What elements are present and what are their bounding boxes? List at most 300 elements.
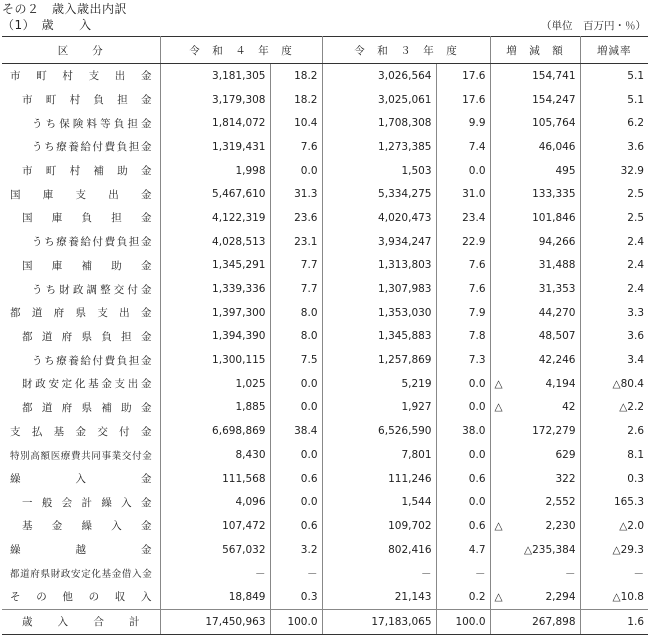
cell-diff	[490, 135, 580, 159]
col-rate: 増減率	[580, 37, 648, 64]
rate-wrap	[585, 401, 645, 413]
negative-mark: △	[619, 401, 628, 414]
table-row	[2, 585, 648, 609]
rate-wrap	[585, 141, 645, 153]
diff-wrap	[495, 236, 576, 248]
cell-r3: 1,345,883	[322, 325, 436, 349]
cell-rate	[580, 561, 648, 585]
table-row	[2, 325, 648, 349]
cell-r3: 1,353,030	[322, 301, 436, 325]
row-label: 基金繰入金	[22, 520, 152, 533]
negative-mark: △	[494, 519, 503, 532]
diff-value: 94,266	[538, 235, 576, 248]
cell-rate	[580, 538, 648, 562]
diff-value: 629	[555, 448, 576, 461]
cell-r4p: 38.4	[270, 419, 322, 443]
sub-title: （1） 歳 入	[2, 18, 92, 32]
cell-r3: 802,416	[322, 538, 436, 562]
cell-r4p: 23.6	[270, 206, 322, 230]
cell-r3p: 22.9	[436, 230, 490, 254]
rate-value: 32.9	[620, 164, 644, 177]
row-label-cell	[2, 372, 160, 396]
cell-r4: 1,025	[160, 372, 270, 396]
row-label: その他の収入	[10, 591, 152, 604]
row-label-cell	[2, 88, 160, 112]
cell-diff	[490, 585, 580, 609]
cell-r4: 1,319,431	[160, 135, 270, 159]
table-body	[2, 64, 648, 635]
cell-rate	[580, 443, 648, 467]
cell-diff	[490, 419, 580, 443]
row-label-cell	[2, 64, 160, 88]
cell-r4p: －	[270, 561, 322, 585]
rate-wrap	[585, 212, 645, 224]
row-label-cell	[2, 585, 160, 609]
row-label-cell	[2, 135, 160, 159]
cell-r3: 1,257,869	[322, 348, 436, 372]
row-label: 国庫負担金	[22, 212, 152, 225]
table-row	[2, 396, 648, 420]
cell-rate	[580, 419, 648, 443]
cell-r4p: 7.5	[270, 348, 322, 372]
rate-value: 3.6	[627, 140, 644, 153]
cell-r4: 111,568	[160, 467, 270, 491]
rate-wrap	[585, 520, 645, 532]
diff-value: 495	[555, 164, 576, 177]
cell-rate	[580, 277, 648, 301]
row-label-cell	[2, 159, 160, 183]
cell-r4: 1,885	[160, 396, 270, 420]
rate-wrap	[585, 165, 645, 177]
cell-diff	[490, 490, 580, 514]
col-category: 区 分	[2, 37, 160, 64]
cell-rate	[580, 64, 648, 88]
rate-value: 2.2	[627, 401, 644, 414]
diff-wrap	[495, 544, 576, 556]
rate-value: 3.3	[627, 306, 644, 319]
row-label: 繰入金	[10, 473, 152, 486]
diff-value: 105,764	[532, 117, 576, 130]
col-r4: 令 和 ４ 年 度	[160, 37, 322, 64]
col-diff: 増 減 額	[490, 37, 580, 64]
rate-wrap	[585, 259, 645, 271]
diff-wrap	[495, 283, 576, 295]
cell-r4: 3,179,308	[160, 88, 270, 112]
negative-mark: △	[494, 590, 503, 603]
cell-r4: 5,467,610	[160, 182, 270, 206]
cell-r4: 4,096	[160, 490, 270, 514]
row-label-cell	[2, 182, 160, 206]
row-label: 一般会計繰入金	[22, 496, 152, 509]
diff-wrap	[495, 165, 576, 177]
row-label: 財政安定化基金支出金	[22, 378, 152, 391]
cell-diff	[490, 372, 580, 396]
row-label-cell	[2, 443, 160, 467]
row-label-cell	[2, 348, 160, 372]
cell-r4p: 0.0	[270, 443, 322, 467]
table-header-row	[2, 37, 648, 64]
row-label: 都道府県負担金	[22, 330, 152, 343]
cell-r3p: 7.8	[436, 325, 490, 349]
row-label: 国庫支出金	[10, 188, 152, 201]
rate-value: 2.5	[627, 188, 644, 201]
row-label-cell	[2, 419, 160, 443]
rate-value: 0.3	[627, 472, 644, 485]
diff-wrap	[495, 330, 576, 342]
cell-diff	[490, 206, 580, 230]
diff-wrap	[495, 473, 576, 485]
cell-rate	[580, 585, 648, 609]
diff-value: 101,846	[532, 211, 576, 224]
cell-diff	[490, 325, 580, 349]
cell-rate	[580, 467, 648, 491]
cell-r3p: 23.4	[436, 206, 490, 230]
cell-rate	[580, 372, 648, 396]
row-label-cell	[2, 301, 160, 325]
cell-rate	[580, 182, 648, 206]
table-row	[2, 538, 648, 562]
rate-value: 2.6	[627, 425, 644, 438]
cell-r3p: 17.6	[436, 88, 490, 112]
rate-wrap	[585, 94, 645, 106]
negative-mark: △	[612, 377, 621, 390]
row-label: うち療養給付費負担金	[32, 354, 152, 367]
cell-r4: 6,698,869	[160, 419, 270, 443]
table-row	[2, 135, 648, 159]
negative-mark: △	[494, 401, 503, 414]
rate-wrap	[585, 117, 645, 129]
cell-r3: 7,801	[322, 443, 436, 467]
table-row	[2, 254, 648, 278]
diff-wrap	[495, 94, 576, 106]
diff-value: 44,270	[538, 306, 576, 319]
cell-r3p: 17.6	[436, 64, 490, 88]
cell-rate	[580, 301, 648, 325]
rate-value: 80.4	[620, 377, 644, 390]
total-label-cell	[2, 609, 160, 634]
row-label: 国庫補助金	[22, 259, 152, 272]
cell-r4p: 0.0	[270, 372, 322, 396]
cell-r3p: 38.0	[436, 419, 490, 443]
cell-diff	[490, 159, 580, 183]
cell-r3: 1,313,803	[322, 254, 436, 278]
diff-wrap	[495, 354, 576, 366]
diff-wrap	[495, 259, 576, 271]
diff-wrap	[495, 591, 576, 603]
row-label: 繰越金	[10, 544, 152, 557]
row-label-cell	[2, 490, 160, 514]
total-row	[2, 609, 648, 634]
negative-mark: △	[612, 543, 621, 556]
row-label-cell	[2, 111, 160, 135]
cell-r3: －	[322, 561, 436, 585]
cell-r3p: 0.6	[436, 514, 490, 538]
total-diff: 267,898	[490, 609, 580, 634]
cell-rate	[580, 88, 648, 112]
row-label-cell	[2, 467, 160, 491]
row-label: うち財政調整交付金	[32, 283, 152, 296]
unit-label: （単位 百万円・％）	[541, 20, 646, 32]
rate-value: 5.1	[627, 93, 644, 106]
diff-value: 42	[562, 401, 576, 414]
diff-wrap	[495, 425, 576, 437]
row-label: 特別高額医療費共同事業交付金	[10, 450, 152, 462]
row-label: うち保険料等負担金	[32, 117, 152, 130]
row-label-cell	[2, 538, 160, 562]
table-row	[2, 277, 648, 301]
cell-rate	[580, 325, 648, 349]
diff-value: 235,384	[532, 543, 576, 556]
rate-value: 2.0	[627, 519, 644, 532]
cell-r3p: 31.0	[436, 182, 490, 206]
rate-wrap	[585, 354, 645, 366]
negative-mark: △	[612, 590, 621, 603]
table-row	[2, 88, 648, 112]
rate-wrap	[585, 378, 645, 390]
total-r4: 17,450,963	[160, 609, 270, 634]
rate-wrap	[585, 283, 645, 295]
cell-r4p: 23.1	[270, 230, 322, 254]
cell-diff	[490, 182, 580, 206]
cell-r3p: 0.0	[436, 372, 490, 396]
cell-r3p: 0.0	[436, 159, 490, 183]
row-label-cell	[2, 206, 160, 230]
rate-wrap	[585, 544, 645, 556]
cell-r4p: 0.6	[270, 514, 322, 538]
table-row	[2, 64, 648, 88]
diff-value: 322	[555, 472, 576, 485]
section-title: その２ 歳入歳出内訳	[2, 2, 128, 16]
cell-r4: 4,028,513	[160, 230, 270, 254]
cell-r4p: 0.0	[270, 159, 322, 183]
cell-r4: 1,345,291	[160, 254, 270, 278]
rate-wrap	[585, 425, 645, 437]
table-row	[2, 514, 648, 538]
diff-wrap	[495, 378, 576, 390]
total-label: 歳入合計	[22, 616, 140, 629]
rate-value: 2.5	[627, 211, 644, 224]
table-row	[2, 182, 648, 206]
table-row	[2, 230, 648, 254]
diff-wrap	[495, 212, 576, 224]
table-row	[2, 111, 648, 135]
table-row	[2, 206, 648, 230]
diff-wrap	[495, 307, 576, 319]
rate-wrap	[585, 307, 645, 319]
diff-wrap	[495, 401, 576, 413]
cell-diff	[490, 396, 580, 420]
rate-value: 2.4	[627, 259, 644, 272]
table-row	[2, 159, 648, 183]
cell-diff	[490, 230, 580, 254]
rate-value: 2.4	[627, 283, 644, 296]
diff-value: －	[565, 567, 576, 580]
rate-value: 3.6	[627, 330, 644, 343]
rate-value: －	[633, 567, 644, 580]
rate-wrap	[585, 591, 645, 603]
rate-wrap	[585, 496, 645, 508]
diff-value: 31,488	[538, 259, 576, 272]
cell-r3p: 0.0	[436, 443, 490, 467]
cell-r4p: 10.4	[270, 111, 322, 135]
cell-r4p: 8.0	[270, 301, 322, 325]
diff-value: 46,046	[538, 140, 576, 153]
rate-wrap	[585, 449, 645, 461]
cell-rate	[580, 159, 648, 183]
cell-diff	[490, 538, 580, 562]
negative-mark: △	[619, 519, 628, 532]
cell-diff	[490, 443, 580, 467]
diff-value: 2,552	[545, 496, 576, 509]
row-label-cell	[2, 396, 160, 420]
negative-mark: △	[494, 377, 503, 390]
rate-value: 3.4	[627, 354, 644, 367]
cell-r3: 109,702	[322, 514, 436, 538]
cell-rate	[580, 206, 648, 230]
row-label-cell	[2, 514, 160, 538]
cell-r4: 567,032	[160, 538, 270, 562]
rate-wrap	[585, 566, 645, 581]
cell-diff	[490, 301, 580, 325]
cell-r4p: 18.2	[270, 88, 322, 112]
cell-diff	[490, 111, 580, 135]
cell-r4: 1,339,336	[160, 277, 270, 301]
diff-value: 2,230	[545, 519, 576, 532]
cell-r3: 1,927	[322, 396, 436, 420]
cell-r3: 111,246	[322, 467, 436, 491]
cell-r3: 21,143	[322, 585, 436, 609]
cell-r3: 3,026,564	[322, 64, 436, 88]
cell-r3: 4,020,473	[322, 206, 436, 230]
cell-r4p: 0.0	[270, 396, 322, 420]
total-r3p: 100.0	[436, 609, 490, 634]
cell-r3p: －	[436, 561, 490, 585]
table-row	[2, 372, 648, 396]
cell-r4: 1,998	[160, 159, 270, 183]
row-label: 都道府県支出金	[10, 307, 152, 320]
row-label: 都道府県補助金	[22, 401, 152, 414]
diff-wrap	[495, 117, 576, 129]
rate-value: 8.1	[627, 448, 644, 461]
cell-r3p: 0.0	[436, 490, 490, 514]
cell-diff	[490, 88, 580, 112]
table-row	[2, 348, 648, 372]
cell-r3: 3,025,061	[322, 88, 436, 112]
cell-r4p: 3.2	[270, 538, 322, 562]
cell-rate	[580, 135, 648, 159]
diff-value: 154,247	[532, 93, 576, 106]
cell-r4p: 0.3	[270, 585, 322, 609]
cell-r3p: 7.9	[436, 301, 490, 325]
row-label-cell	[2, 277, 160, 301]
cell-r4: 107,472	[160, 514, 270, 538]
cell-diff	[490, 254, 580, 278]
cell-diff	[490, 348, 580, 372]
cell-r3p: 4.7	[436, 538, 490, 562]
cell-r4p: 31.3	[270, 182, 322, 206]
total-r3: 17,183,065	[322, 609, 436, 634]
cell-r3: 3,934,247	[322, 230, 436, 254]
cell-diff	[490, 277, 580, 301]
diff-value: 2,294	[545, 590, 576, 603]
cell-rate	[580, 396, 648, 420]
row-label: 支払基金交付金	[10, 425, 152, 438]
diff-wrap	[495, 520, 576, 532]
row-label: 市町村補助金	[22, 165, 152, 178]
cell-r3p: 0.0	[436, 396, 490, 420]
negative-mark: △	[524, 543, 533, 556]
cell-r4: 4,122,319	[160, 206, 270, 230]
row-label: 市町村負担金	[22, 94, 152, 107]
table-row	[2, 490, 648, 514]
cell-r3p: 0.6	[436, 467, 490, 491]
table-row	[2, 467, 648, 491]
diff-value: 42,246	[538, 354, 576, 367]
diff-value: 31,353	[538, 283, 576, 296]
cell-r3p: 0.2	[436, 585, 490, 609]
cell-r4p: 8.0	[270, 325, 322, 349]
cell-r3: 1,273,385	[322, 135, 436, 159]
row-label-cell	[2, 230, 160, 254]
table-row	[2, 561, 648, 585]
cell-rate	[580, 514, 648, 538]
cell-r3: 1,544	[322, 490, 436, 514]
cell-r3: 1,708,308	[322, 111, 436, 135]
rate-wrap	[585, 188, 645, 200]
cell-r3: 6,526,590	[322, 419, 436, 443]
cell-rate	[580, 254, 648, 278]
cell-r4p: 18.2	[270, 64, 322, 88]
cell-rate	[580, 490, 648, 514]
cell-diff	[490, 467, 580, 491]
row-label: うち療養給付費負担金	[32, 236, 152, 249]
diff-wrap	[495, 496, 576, 508]
rate-value: 2.4	[627, 235, 644, 248]
diff-wrap	[495, 449, 576, 461]
cell-rate	[580, 348, 648, 372]
cell-rate	[580, 230, 648, 254]
row-label: うち療養給付費負担金	[32, 141, 152, 154]
diff-wrap	[495, 70, 576, 82]
cell-diff	[490, 561, 580, 585]
table-row	[2, 301, 648, 325]
cell-r4: －	[160, 561, 270, 585]
rate-wrap	[585, 236, 645, 248]
cell-r4: 18,849	[160, 585, 270, 609]
cell-r3: 5,334,275	[322, 182, 436, 206]
cell-r3p: 7.6	[436, 277, 490, 301]
cell-r4p: 0.6	[270, 467, 322, 491]
cell-r4: 1,397,300	[160, 301, 270, 325]
cell-r4p: 0.0	[270, 490, 322, 514]
cell-r3p: 9.9	[436, 111, 490, 135]
cell-r4p: 7.7	[270, 254, 322, 278]
rate-value: 6.2	[627, 117, 644, 130]
cell-diff	[490, 64, 580, 88]
diff-wrap	[495, 141, 576, 153]
cell-r4: 1,814,072	[160, 111, 270, 135]
cell-r3: 1,307,983	[322, 277, 436, 301]
cell-rate	[580, 111, 648, 135]
total-r4p: 100.0	[270, 609, 322, 634]
diff-wrap	[495, 566, 576, 581]
rate-value: 10.8	[620, 590, 644, 603]
cell-r4: 1,300,115	[160, 348, 270, 372]
revenue-table	[2, 36, 648, 635]
diff-value: 48,507	[538, 330, 576, 343]
cell-diff	[490, 514, 580, 538]
rate-value: 165.3	[613, 496, 644, 509]
